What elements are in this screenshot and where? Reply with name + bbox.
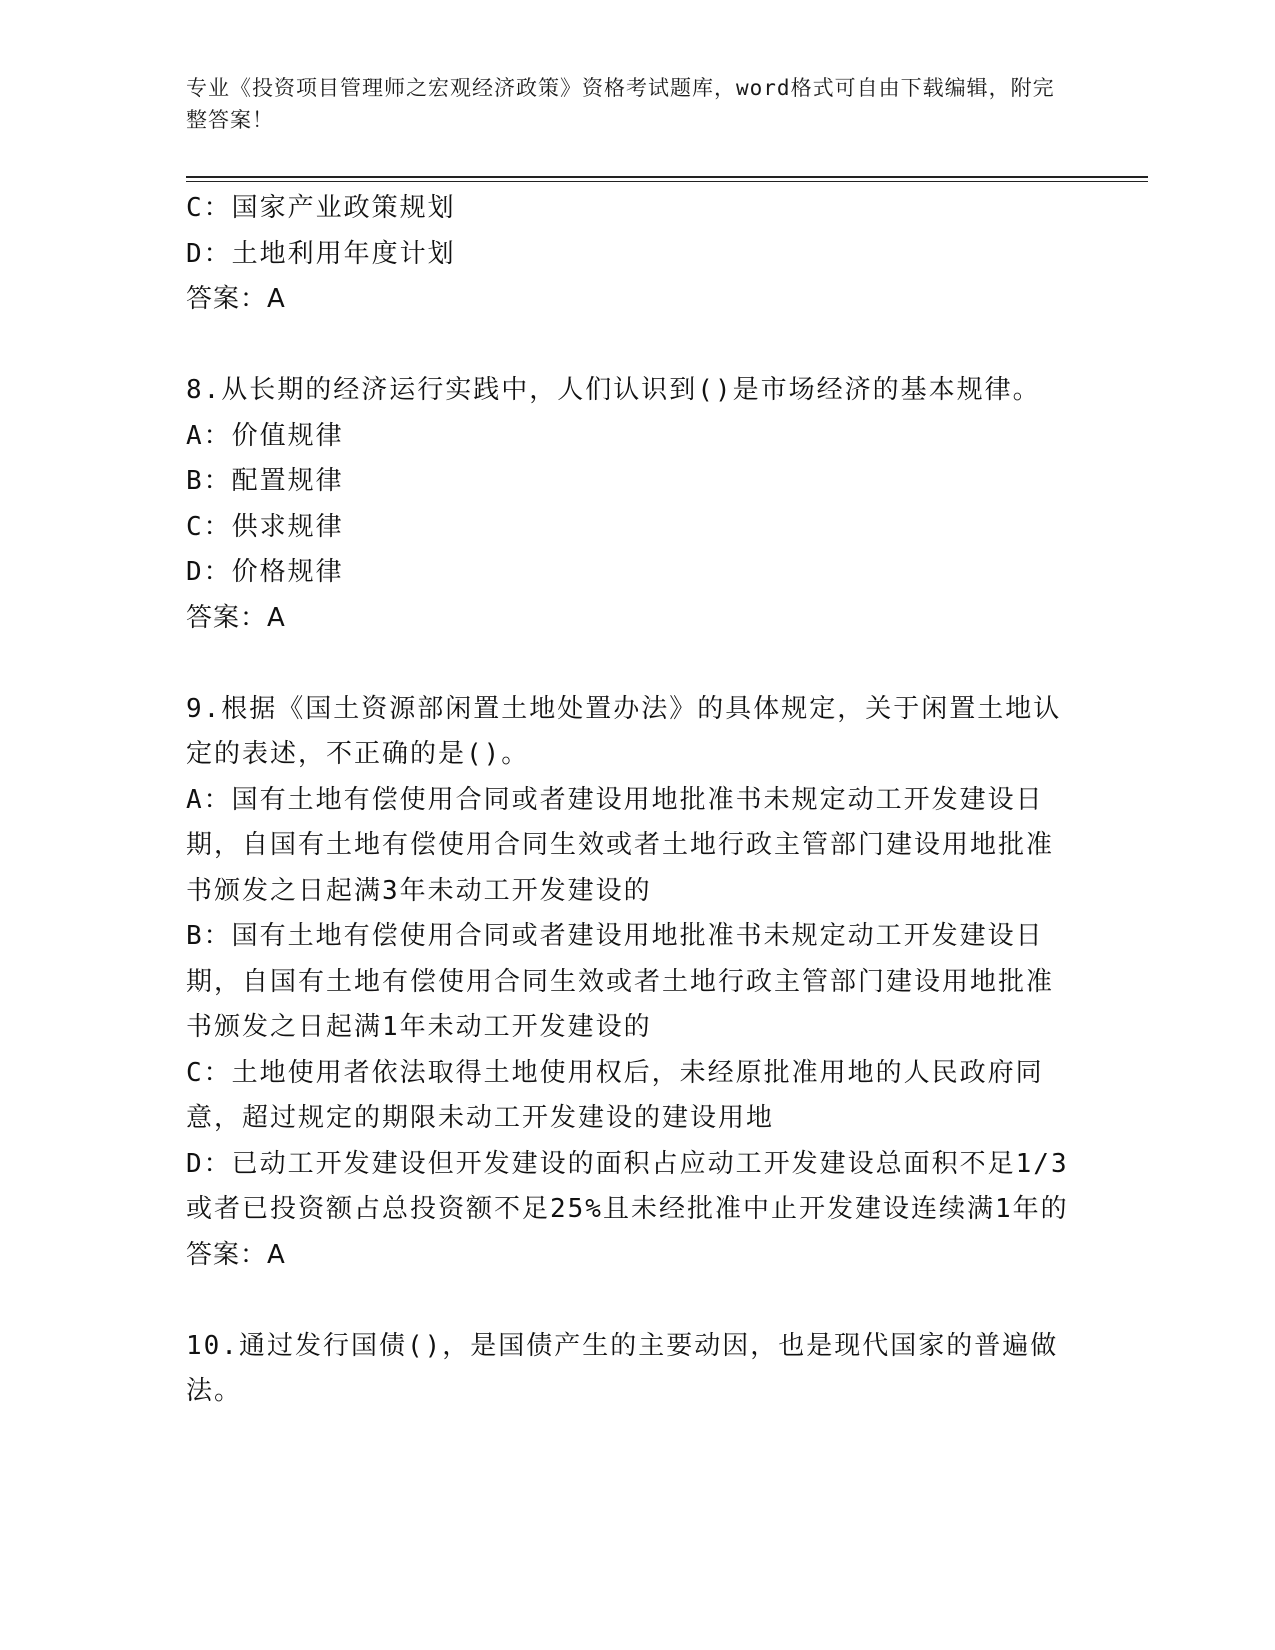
question-content: [186, 186, 1076, 1415]
option-c: C：土地使用者依法取得土地使用权后，未经原批准用地的人民政府同意，超过规定的期限未动工开发建设的建设用地: [186, 1057, 1044, 1133]
question-7-tail: [186, 186, 1076, 323]
header-divider: [186, 176, 1148, 178]
option-d: D：已动工开发建设但开发建设的面积占应动工开发建设总面积不足1/3或者已投资额占总投资额不足25%且未经批准中止开发建设连续满1年的: [186, 1148, 1069, 1224]
answer-label: 答案：A: [186, 284, 286, 314]
option-a: A：国有土地有偿使用合同或者建设用地批准书未规定动工开发建设日期，自国有土地有偿使用合同生效或者土地行政主管部门建设用地批准书颁发之日起满3年未动工开发建设的: [186, 784, 1055, 906]
option-c: C：供求规律: [186, 511, 344, 542]
option-d: D：土地利用年度计划: [186, 238, 456, 269]
option-d: D：价格规律: [186, 557, 344, 587]
spacer: [186, 641, 1076, 687]
spacer: [186, 1278, 1076, 1324]
question-text: 8.从长期的经济运行实践中，人们认识到()是市场经济的基本规律。: [186, 375, 1041, 405]
option-c: C：国家产业政策规划: [186, 193, 456, 223]
question-text: 10.通过发行国债()，是国债产生的主要动因，也是现代国家的普遍做法。: [186, 1330, 1059, 1406]
answer-label: 答案：A: [186, 1239, 286, 1270]
page-header: 专业《投资项目管理师之宏观经济政策》资格考试题库，word格式可自由下载编辑，附完整答案！: [186, 76, 1055, 132]
question-9: [186, 687, 1076, 1279]
spacer: [186, 323, 1076, 369]
option-a: A：价值规律: [186, 420, 344, 451]
option-b: B：配置规律: [186, 466, 344, 496]
answer-label: 答案：A: [186, 602, 286, 633]
question-10: [186, 1324, 1076, 1415]
option-b: B：国有土地有偿使用合同或者建设用地批准书未规定动工开发建设日期，自国有土地有偿使用合同生效或者土地行政主管部门建设用地批准书颁发之日起满1年未动工开发建设的: [186, 921, 1055, 1042]
header-divider-thin: [186, 181, 1148, 182]
question-8: [186, 368, 1076, 641]
question-text: 9.根据《国土资源部闲置土地处置办法》的具体规定，关于闲置土地认定的表述，不正确的是()。: [186, 693, 1062, 769]
